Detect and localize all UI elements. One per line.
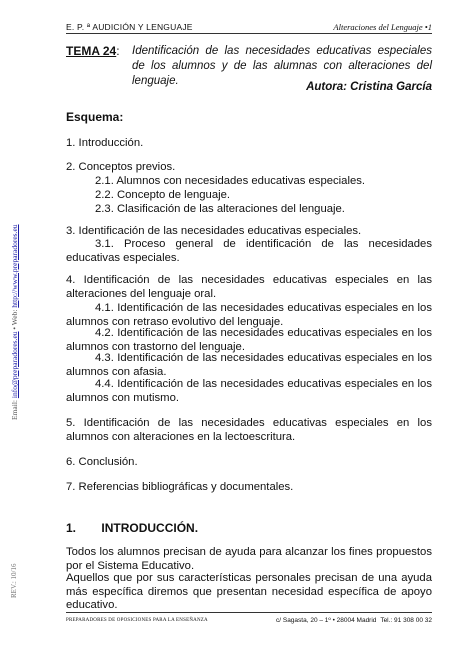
outline-item-4-1: 4.1. Identificación de las necesidades educativas especiales en los alumnos con retraso evolutivo del lenguaje. (66, 302, 432, 328)
sidebar-web-link[interactable]: http://www.preparadores.eu (10, 224, 19, 308)
outline-item-2-3: 2.3. Clasificación de las alteraciones del lenguaje. (95, 203, 345, 215)
footer-phone: Tel.: 91 308 00 32 (380, 617, 432, 624)
outline-item-3: 3. Identificación de las necesidades educativas especiales. (66, 225, 362, 237)
outline-item-1: 1. Introducción. (66, 137, 144, 149)
section-1-title: INTRODUCCIÓN. (101, 521, 199, 535)
outline-item-4-4: 4.4. Identificación de las necesidades educativas especiales en los alumnos con mutismo. (66, 378, 432, 404)
sidebar-contact (10, 224, 19, 420)
author-line: Autora: Cristina García (306, 81, 432, 93)
section-1-heading (66, 521, 198, 535)
footer-address: c/ Sagasta, 20 – 1º • 28004 Madrid (276, 617, 377, 624)
tema-colon: : (116, 44, 120, 58)
outline-item-2: 2. Conceptos previos. (66, 161, 176, 173)
sidebar-email-label: Email: (10, 398, 19, 420)
outline-item-5: 5. Identificación de las necesidades educativas especiales en los alumnos con alteraciones en la lectoescritura. (66, 417, 432, 443)
outline-item-2-2: 2.2. Concepto de lenguaje. (95, 189, 231, 201)
section-1-paragraph-2: Aquellos que por sus características personales precisan de una ayuda más específica diremos que presentan necesidad específica de apoyo educativo. (66, 572, 432, 611)
sidebar-separator: • Web: (10, 307, 19, 332)
outline-item-6: 6. Conclusión. (66, 456, 138, 468)
outline-item-2-1: 2.1. Alumnos con necesidades educativas especiales. (95, 175, 366, 187)
tema-heading (66, 44, 120, 58)
footer-organization: PREPARADORES DE OPOSICIONES PARA LA ENSEÑANZA (66, 618, 208, 623)
esquema-title: Esquema: (66, 110, 124, 124)
tema-title: Identificación de las necesidades educativas especiales de los alumnos y de las alumnas con alteraciones del lenguaje. (132, 45, 432, 87)
section-1-number: 1. (66, 521, 77, 535)
header-rule (66, 33, 432, 34)
outline-item-3-1: 3.1. Proceso general de identificación de las necesidades educativas especiales. (66, 238, 432, 264)
revision-label: REV.: 10/16 (10, 563, 18, 598)
outline-item-4: 4. Identificación de las necesidades educativas especiales en las alteraciones del lenguaje oral. (66, 274, 432, 300)
footer-rule (66, 612, 432, 613)
tema-label: TEMA 24 (66, 44, 117, 58)
section-1-paragraph-1: Todos los alumnos precisan de ayuda para alcanzar los fines propuestos por el Sistema Educativo. (66, 546, 432, 572)
outline-item-7: 7. Referencias bibliográficas y documentales. (66, 481, 294, 493)
sidebar-email-link[interactable]: info@preparadores.eu (10, 331, 19, 399)
outline-item-4-3: 4.3. Identificación de las necesidades educativas especiales en los alumnos con afasia. (66, 352, 432, 378)
header-left-text: E. P. ª AUDICIÓN Y LENGUAJE (66, 22, 193, 32)
outline-item-4-2: 4.2. Identificación de las necesidades educativas especiales en los alumnos con trastorno del lenguaje. (66, 327, 432, 353)
header-right-text: Alteraciones del Lenguaje •1 (333, 22, 432, 32)
